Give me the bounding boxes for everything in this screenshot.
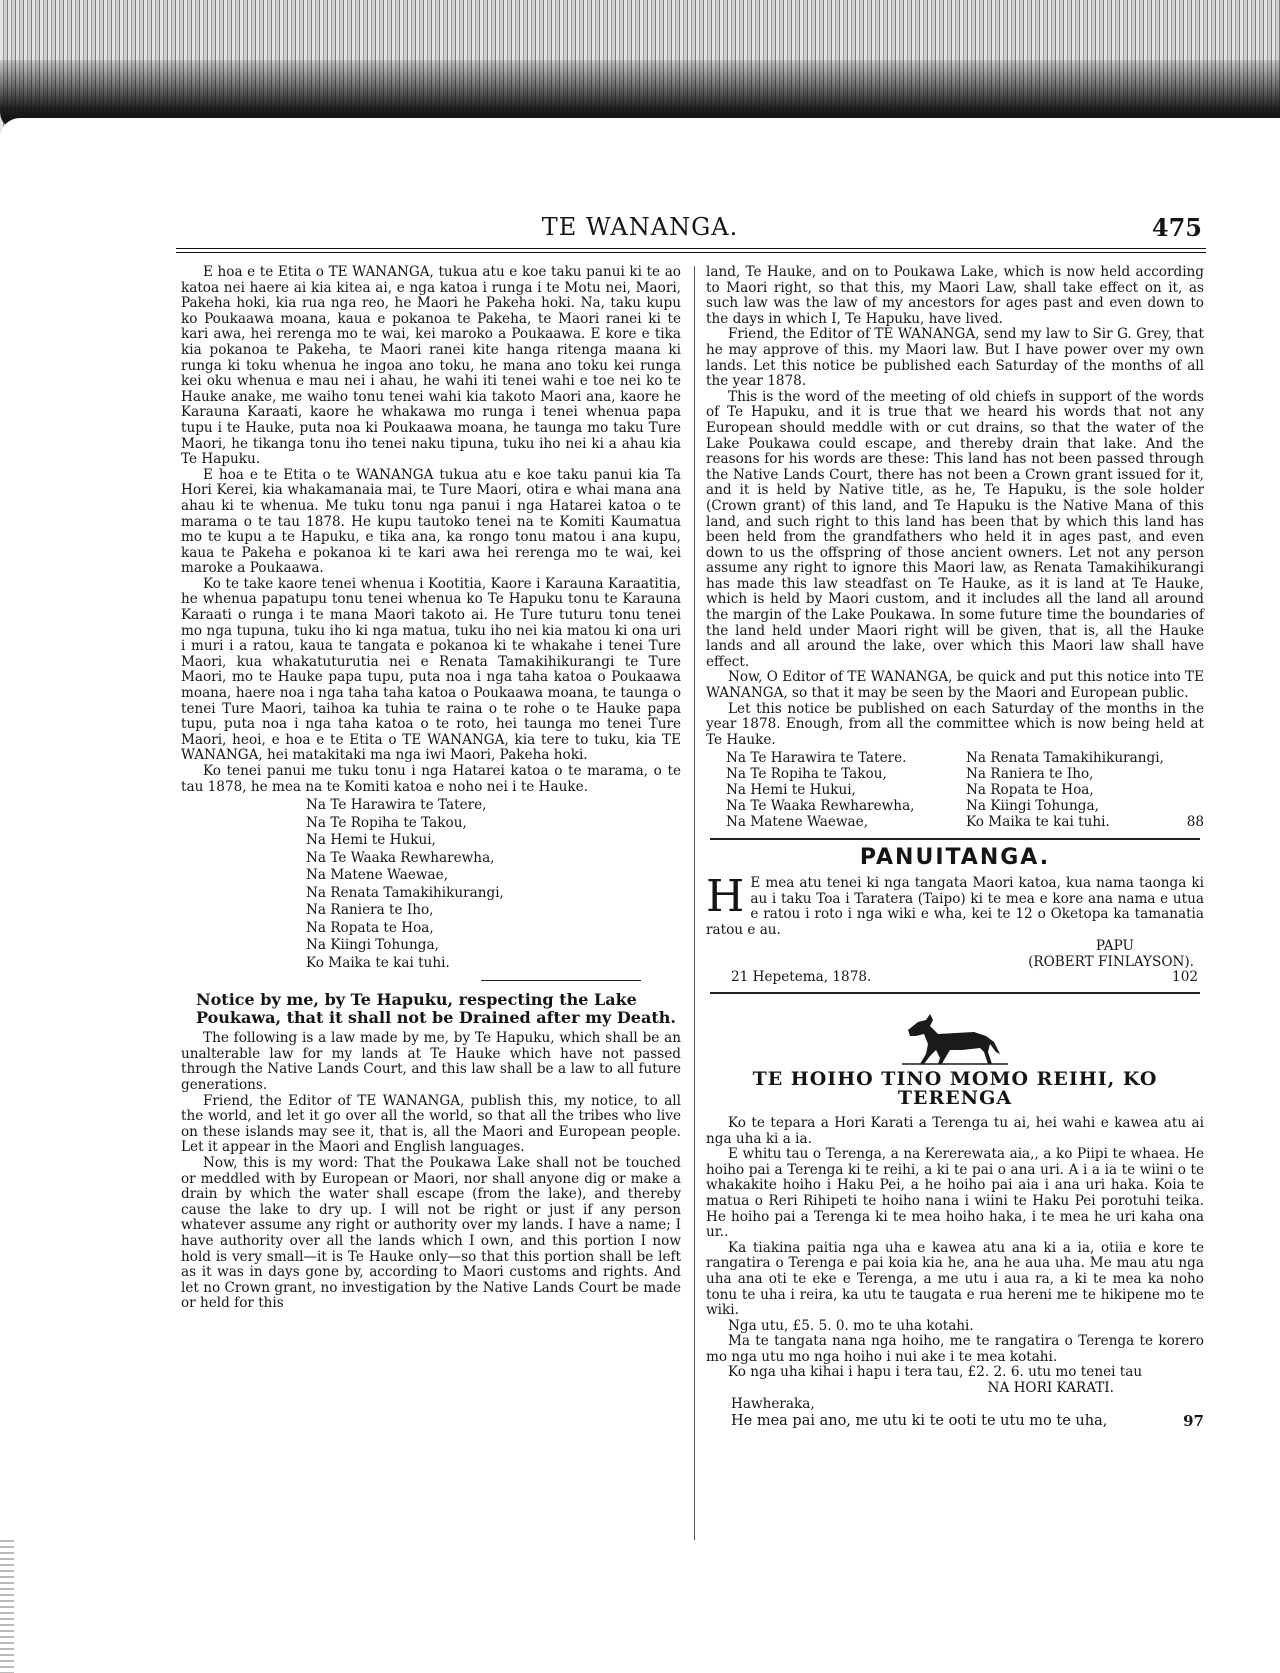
drop-cap: H (706, 871, 745, 922)
horse-ad-last-line: He mea pai ano, me utu ki te ooti te utu mo te uha, (731, 1413, 1108, 1430)
horse-ad-title: TE HOIHO TINO MOMO REIHI, KO TERENGA (752, 1067, 1158, 1109)
horse-ad-paragraph: Ko te tepara a Hori Karati a Terenga tu ai, hei wahi e kawea atu ai nga uha ki a ia. (706, 1114, 1204, 1147)
ad-ref-number: 97 (1183, 1412, 1204, 1431)
signatory-name: Na Ropata te Hoa, (966, 782, 1094, 799)
ad-ref-number: 88 (1186, 814, 1204, 831)
panuitanga-title: PANUITANGA. (859, 845, 1051, 871)
signatory-name: Na Te Waaka Rewharewha, (726, 798, 915, 815)
signatory-name: Na Ropata te Hoa, (306, 919, 434, 936)
signatory-name: Na Te Harawira te Tatere, (306, 797, 487, 814)
english-paragraph: Friend, the Editor of TE WANANGA, send my law to Sir G. Grey, that he may approve of this. my Maori law. But I have power over my own lands. Let this notice be published each Saturday of the months of all the year 1878. (706, 326, 1204, 390)
horse-ad-paragraph: Ko nga uha kihai i hapu i tera tau, £2. 2. 6. utu mo tenei tau (728, 1364, 1143, 1381)
panuitanga-signature: PAPU (1095, 938, 1134, 955)
header-rule-top (176, 248, 1206, 249)
horse-icon (900, 1008, 1010, 1066)
notice-heading: Notice by me, by Te Hapuku, respecting the Lake Poukawa, that it shall not be Drained after my Death. (196, 990, 676, 1028)
english-paragraph: land, Te Hauke, and on to Poukawa Lake, which is now held according to Maori right, so that this, my Maori Law, shall take effect on it, as such law was the law of my ancestors for ages past and even down to the days in which I, Te Hapuku, have lived. (706, 264, 1204, 327)
panuitanga-signature-name: (ROBERT FINLAYSON). (1028, 954, 1194, 971)
column-divider (694, 266, 695, 1540)
signatory-name: Na Kiingi Tohunga, (306, 937, 439, 954)
ad-ref-number: 102 (1172, 969, 1198, 986)
signatory-name: Na Renata Tamakihikurangi, (966, 750, 1164, 767)
panuitanga-date: 21 Hepetema, 1878. (731, 969, 872, 986)
horse-ad-signature: NA HORI KARATI. (987, 1380, 1114, 1397)
signatory-last-row (966, 814, 1204, 830)
english-paragraph: Friend, the Editor of TE WANANGA, publish this, my notice, to all the world, and let it go over all the world, so that all the tribes who live on these islands may see it, that is, all the Maori and European people. Let it appear in the Maori and English languages. (181, 1092, 681, 1156)
section-rule-thick (710, 838, 1200, 840)
page-title: TE WANANGA. (541, 213, 739, 241)
horse-ad-paragraph: Ka tiakina paitia nga uha e kawea atu ana ki a ia, otiia e kore te rangatira o Terenga e pai koia kia he, ana he aua uha. Me mau atu nga uha ana oti te eke e Terenga, a me utu i aua ra, a ki te mea ka noho tonu te uha i reira, ka utu te taugata e rua hereni me te hikipene mo te wiki. (706, 1239, 1204, 1319)
horse-ad-paragraph: Nga utu, £5. 5. 0. mo te uha kotahi. (728, 1317, 974, 1334)
right-column (706, 265, 1204, 1430)
maori-paragraph: E hoa e te Etita o TE WANANGA, tukua atu e koe taku panui ki te ao katoa nei haere ai kia kitea ai, e nga katoa i runga i te Motu nei, Maori, Pakeha hoki, kia rua nga reo, he Maori he Pakeha hoki. Na, taku kupu ko Poukaawa moana, kaua e pokanoa te Pakeha, te Maori ranei ki te kari awa, hei rerenga mo te wai, kei maroko a Poukaawa. E kore e tika kia pokanoa te Pakeha, te Maori ranei kite hanga ritenga maana ki runga ki toku whenua he ingoa ano toku, he mana ano toku kei runga kei oku whenua e mau nei i ahau, he wahi iti tenei wahi e toe nei ko te Hauke anake, me waiho tonu tenei wahi kia takoto Maori ana, kaore he Karauna Karaati, kaore he whakawa mo runga i tenei whenua papa tupu i te Hauke, puta noa ki Poukaawa moana, he taunga mo taku Ture Maori, he tikanga tonu iho tenei naku tipuna, tuku iho nei ki a ahau kia Te Hapuku. (181, 264, 681, 468)
section-rule-thick (710, 992, 1200, 994)
signatory-name: Na Te Ropiha te Takou, (726, 766, 887, 783)
horse-ad-place: Hawheraka, (731, 1395, 815, 1412)
horse-ad-paragraph: E whitu tau o Terenga, a na Kererewata aia,, a ko Piipi te whaea. He hoiho pai a Terenga ki te reihi, a ki te pai o ana uri. A i a ia te wiini o te whakakite hoiho i Haku Pei, a he hoiho pai aia i ana uri haka. Koia te matua o Reri Rihipeti te hoiho nana i wiini te Haku Pei porotuhi teika. He hoiho pai a Terenga ki te mea hoiho haka, i te mea he uri kaha ona ur.. (706, 1146, 1204, 1241)
english-paragraph: Let this notice be published on each Saturday of the months in the year 1878. Enough, from all the committee which is now being held at Te Hauke. (706, 700, 1204, 748)
panuitanga-dateline (706, 970, 1204, 986)
signatory-name: Na Te Ropiha te Takou, (306, 814, 467, 831)
english-paragraph: The following is a law made by me, by Te Hapuku, which shall be an unalterable law for my lands at Te Hauke which have not passed through the Native Lands Court, and this law shall be a law to all future generations. (181, 1030, 681, 1093)
signatory-name: Na Te Waaka Rewharewha, (306, 849, 495, 866)
maori-paragraph: Ko te take kaore tenei whenua i Kootitia, Kaore i Karauna Karaatitia, he whenua papatupu tonu tenei whenua ko Te Hapuku tonu te Karauna Karaati o runga i te mana Maori takoto ai. He Ture tuturu tonu tenei mo nga tupuna, tuku iho ki nga matua, tuku iho nei kia matou ki ona uri i muri i a ratou, kaua te tangata e pokanoa ki te whakahe i tenei Ture Maori, kua whakatuturutia nei e Renata Tamakihikurangi te Ture Maori, mo te Hauke papa tupu, puta noa i nga taha katoa o Poukaawa moana, haere noa i nga taha taha katoa o Poukaawa moana, te taunga o tenei Ture Maori, taihoa ka tuhia te raina o te rohe o te Hauke papa tupu, puta noa i nga taha katoa o te roto, hei taunga mo tenei Ture Maori, heoi, e hoa e te Etita o TE WANANGA, kia tere to tuku, kia TE WANANGA, hei matakitaki ma nga iwi Maori, Pakeha hoki. (181, 575, 681, 764)
horse-ad-final-line (706, 1414, 1204, 1430)
signatory-name: Na Renata Tamakihikurangi, (306, 884, 504, 901)
horse-ad-paragraph: Ma te tangata nana nga hoiho, me te rangatira o Terenga te korero mo nga utu mo nga hoiho i nui ake i te mea kotahi. (706, 1333, 1204, 1365)
left-column (181, 265, 681, 1312)
header-rule-bottom (176, 252, 1206, 253)
maori-paragraph: E hoa e te Etita o te WANANGA tukua atu e koe taku panui kia Ta Hori Kerei, kia whakamanaia mai, te Ture Maori, otira e whai mana ana ahau ki te whenua. Me tuku tonu nga panui i nga Hatarei katoa o te marama o te tau 1878. He kupu tautoko tenei na te Komiti Kaumatua mo te kupu a te Hapuku, e tika ana, ka rongo tonu matou i ana kupu, kaua te Pakeha e pokanoa ki te kari awa hei rerenga mo te wai, kei maroke a Poukaawa. (181, 466, 681, 577)
signatory-name: Na Te Harawira te Tatere. (726, 750, 907, 767)
signatory-name: Na Raniera te Iho, (306, 902, 434, 919)
signatory-name: Na Kiingi Tohunga, (966, 798, 1099, 815)
scan-left-margin (0, 1540, 14, 1673)
maori-signatories (306, 797, 681, 972)
signatory-name: Na Hemi te Hukui, (306, 832, 436, 849)
signatory-name: Na Matene Waewae, (726, 814, 869, 831)
english-signatories (726, 750, 1204, 830)
maori-paragraph: Ko tenei panui me tuku tonu i nga Hatarei katoa o te marama, o te tau 1878, he mea na te Komiti katoa e noho nei i te Hauke. (181, 763, 681, 795)
english-paragraph: This is the word of the meeting of old chiefs in support of the words of Te Hapuku, and it is true that we heard his words that not any European should meddle with or cut drains, so that the water of the Lake Poukawa could escape, and thereby drain that lake. And the reasons for his words are these: This land has not been passed through the Native Lands Court, there has not been a Crown grant issued for it, and it is held by Native title, as he, Te Hapuku, is the sole holder (Crown grant) of this land, and Te Hapuku is the Native Mana of this land, and such right to this land has been that by which this land has been held from the grandfathers who held it in ages past, and even down to us the offspring of those ancient owners. Let not any person assume any right to ignore this Maori law, as Renata Tamakihikurangi has made this law steadfast on Te Hauke, as it is land at Te Hauke, which is held by Maori custom, and it includes all the land all around the margin of the Lake Poukawa. In some future time the boundaries of the land held under Maori right will be given, that is, all the Hauke lands and all around the lake, over which this Maori law shall have effect. (706, 388, 1204, 670)
section-rule (481, 980, 641, 981)
signatory-name: Na Matene Waewae, (306, 867, 449, 884)
signatory-name: Ko Maika te kai tuhi. (966, 814, 1110, 831)
signatory-name: Ko Maika te kai tuhi. (306, 954, 450, 971)
panuitanga-body (706, 871, 1204, 938)
panuitanga-text: E mea atu tenei ki nga tangata Maori katoa, kua nama taonga ki au i taku Toa i Taratera (Taipo) ki te mea e kore ana nama e utua e ratou i roto i nga wiki e wha, kei te 12 o Oketopa ka tamanatia ratou e au. (706, 875, 1204, 938)
english-paragraph: Now, this is my word: That the Poukawa Lake shall not be touched or meddled with by European or Maori, nor shall anyone dig or make a drain by which the water shall escape (from the lake), and thereby cause the lake to dry up. I will not be right or just if any person whatever assume any right or authority over my lands. I have a name; I have authority over all the lands which I own, and this portion I now hold is very small—it is Te Hauke only—so that this portion shall be left as it was in days gone by, according to Maori customs and rights. And let no Crown grant, no investigation by the Native Lands Court be made or held for this (181, 1154, 681, 1312)
signatory-name: Na Hemi te Hukui, (726, 782, 856, 799)
english-paragraph: Now, O Editor of TE WANANGA, be quick and put this notice into TE WANANGA, so that it may be seen by the Maori and European public. (706, 669, 1204, 702)
page-number: 475 (1151, 213, 1202, 242)
paper-edge (0, 118, 1280, 148)
signatory-name: Na Raniera te Iho, (966, 766, 1094, 783)
